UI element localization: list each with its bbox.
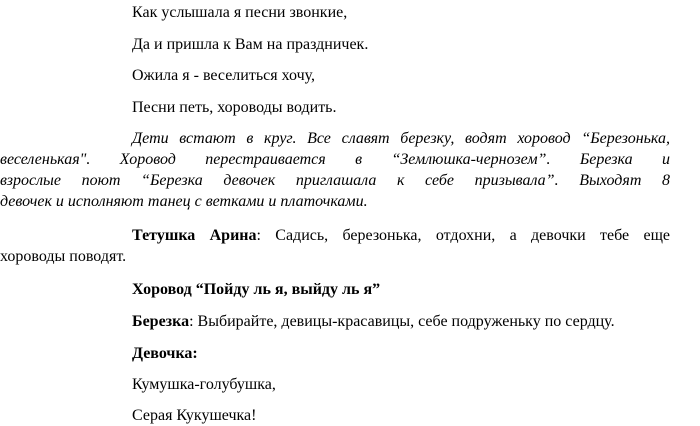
berezka-speaker: Березка bbox=[132, 313, 190, 330]
stage-direction-row-3: взрослые поют “Березка девочек приглашала к себе призывала”. Выходят 8 bbox=[0, 172, 670, 189]
arina-row-2: хороводы поводят. bbox=[0, 248, 127, 265]
dance-title: Хоровод “Пойду ль я, выйду ль я” bbox=[132, 281, 381, 298]
stage-direction-row-4: девочек и исполняют танец с ветками и платочками. bbox=[0, 193, 368, 210]
arina-speaker: Тетушка Арина bbox=[132, 227, 257, 244]
verse-line-4: Песни петь, хороводы водить. bbox=[132, 99, 337, 116]
verse-line-3: Ожила я - веселиться хочу, bbox=[132, 67, 316, 84]
berezka-text: : Выбирайте, девицы-красавицы, себе подруженьку по сердцу. bbox=[189, 313, 615, 330]
arina-text: : Садись, березонька, отдохни, а девочки тебе еще bbox=[256, 227, 670, 244]
arina-replica bbox=[0, 225, 670, 267]
stage-direction-row-2: веселенькая". Хоровод перестраивается в “Землюшка-чернозем”. Березка и bbox=[0, 151, 670, 168]
arina-row-1 bbox=[0, 225, 670, 246]
verse-line-1: Как услышала я песни звонкие, bbox=[132, 4, 348, 21]
girl-speaker: Девочка: bbox=[132, 345, 198, 362]
stage-direction bbox=[0, 128, 670, 212]
girl-line-2: Серая Кукушечка! bbox=[132, 407, 257, 424]
berezka-replica bbox=[132, 312, 615, 332]
stage-direction-row-1: Дети встают в круг. Все славят березку, водят хоровод “Березонька, bbox=[132, 130, 670, 147]
girl-line-1: Кумушка-голубушка, bbox=[132, 376, 276, 393]
verse-line-2: Да и пришла к Вам на праздничек. bbox=[132, 36, 369, 53]
